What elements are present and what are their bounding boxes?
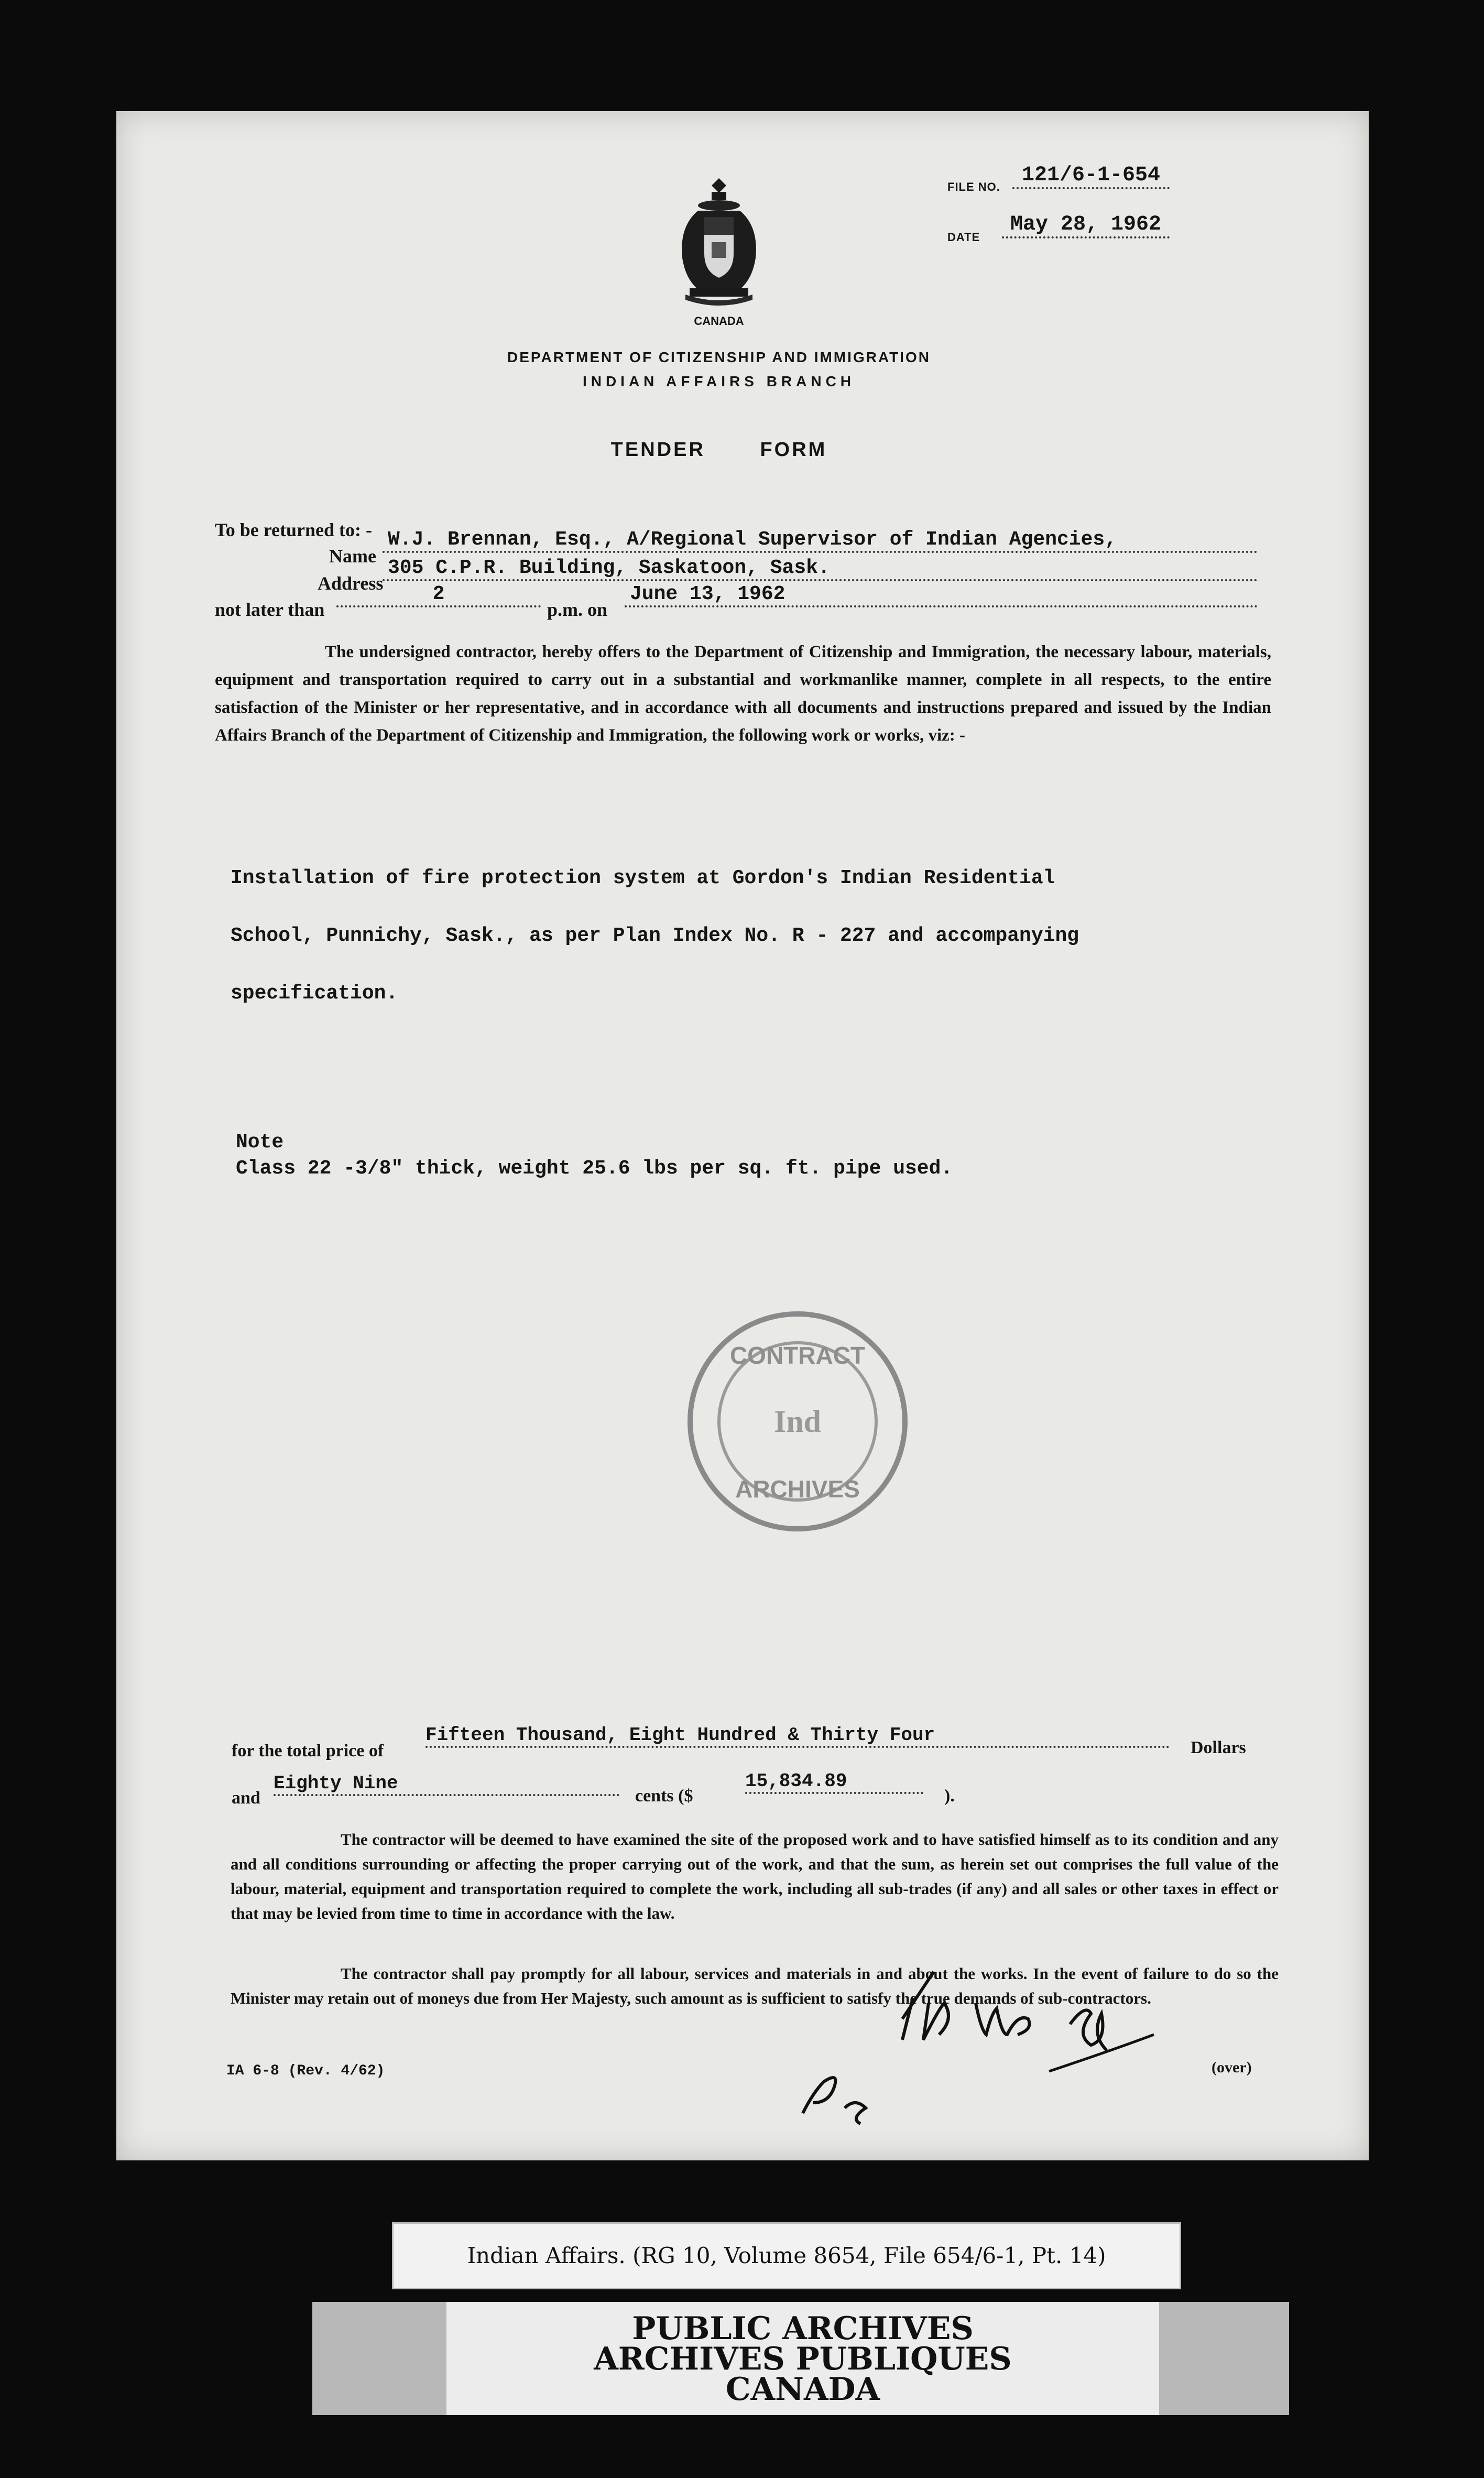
crest-country: CANADA [694, 314, 744, 328]
deadline-date: June 13, 1962 [625, 583, 1258, 607]
form-code: IA 6-8 (Rev. 4/62) [226, 2063, 385, 2079]
file-no-value: 121/6-1-654 [1012, 164, 1170, 189]
note-heading: Note [236, 1131, 284, 1154]
name-field: W.J. Brennan, Esq., A/Regional Supervisor of Indian Agencies, [383, 528, 1258, 553]
archive-reference-text: Indian Affairs. (RG 10, Volume 8654, File 654/6-1, Pt. 14) [467, 2243, 1106, 2268]
cents-label: cents ($ [635, 1786, 693, 1806]
address-label: Address [318, 573, 384, 594]
archive-line-2: ARCHIVES PUBLIQUES [594, 2341, 1012, 2377]
work-line-1: Installation of fire protection system at Gordon's Indian Residential [231, 867, 1055, 889]
note-text: Class 22 -3/8" thick, weight 25.6 lbs per sq. ft. pipe used. [236, 1157, 953, 1180]
work-description [231, 864, 1279, 1008]
form-title: TENDER FORM [610, 439, 827, 461]
stamp-center-text: Ind [773, 1404, 822, 1439]
stamp-top-text: CONTRACT [729, 1342, 866, 1369]
work-line-3: specification. [231, 982, 398, 1005]
cents-words: Eighty Nine [274, 1773, 619, 1796]
archive-stamp-label [446, 2302, 1159, 2415]
archive-line-3: CANADA [725, 2371, 880, 2408]
amount-words: Fifteen Thousand, Eight Hundred & Thirty Four [425, 1724, 1170, 1748]
department-name: DEPARTMENT OF CITIZENSHIP AND IMMIGRATION [507, 349, 931, 365]
file-no-label: FILE NO. [947, 180, 1000, 193]
amount-close-paren: ). [944, 1786, 955, 1806]
terms-paragraph-2: The contractor shall pay promptly for all labour, services and materials in and about the works. In the event of failure to do so the Minister may retain out of moneys due from Her Majesty, such amount as is sufficient to satisfy the true demands of sub-contractors. [231, 1964, 1279, 2007]
and-label: and [232, 1788, 260, 1808]
dollars-label: Dollars [1191, 1738, 1246, 1757]
archive-stamp [682, 1306, 913, 1537]
name-label: Name [329, 546, 376, 567]
date-value: May 28, 1962 [1002, 213, 1170, 238]
work-line-2: School, Punnichy, Sask., as per Plan Index No. R - 227 and accompanying [231, 925, 1079, 947]
archive-line-1: PUBLIC ARCHIVES [632, 2310, 974, 2347]
stamp-bottom-text: ARCHIVES [735, 1475, 860, 1503]
amount-figures: 15,834.89 [745, 1770, 923, 1794]
total-price-label: for the total price of [232, 1741, 384, 1760]
terms-paragraph-1: The contractor will be deemed to have examined the site of the proposed work and to have satisfied himself as to its condition and any and all conditions surrounding or affecting the proper carrying out of the work, and that the sum, as herein set out comprises the full value of the labour, material, equipment and transportation required to complete the work, including all sub-trades (if any) and all sales or other taxes in effect or that may be levied from time to time in accordance with the law. [231, 1830, 1279, 1922]
archive-reference-label [392, 2222, 1181, 2289]
not-later-than-label: not later than [215, 599, 325, 620]
return-to-label: To be returned to: - [215, 519, 372, 540]
branch-name: INDIAN AFFAIRS BRANCH [582, 373, 856, 389]
address-field: 305 C.P.R. Building, Saskatoon, Sask. [383, 557, 1258, 581]
over-label: (over) [1212, 2059, 1252, 2076]
archive-strip [312, 2302, 1289, 2415]
handwritten-initials [787, 1935, 1259, 2134]
coat-of-arms-icon [667, 169, 771, 310]
document-page [116, 111, 1369, 2160]
date-label: DATE [947, 231, 980, 244]
intro-paragraph: The undersigned contractor, hereby offers to the Department of Citizenship and Immigration, the necessary labour, materials, equipment and transportation required to carry out in a substantial and workmanlike manner, complete in all respects, to the entire satisfaction of the Minister or her representative, and in accordance with all documents and instructions prepared and issued by the Indian Affairs Branch of the Department of Citizenship and Immigration, the following work or works, viz: - [215, 643, 1271, 745]
pm-on-label: p.m. on [547, 599, 608, 620]
deadline-hour: 2 [336, 583, 541, 607]
